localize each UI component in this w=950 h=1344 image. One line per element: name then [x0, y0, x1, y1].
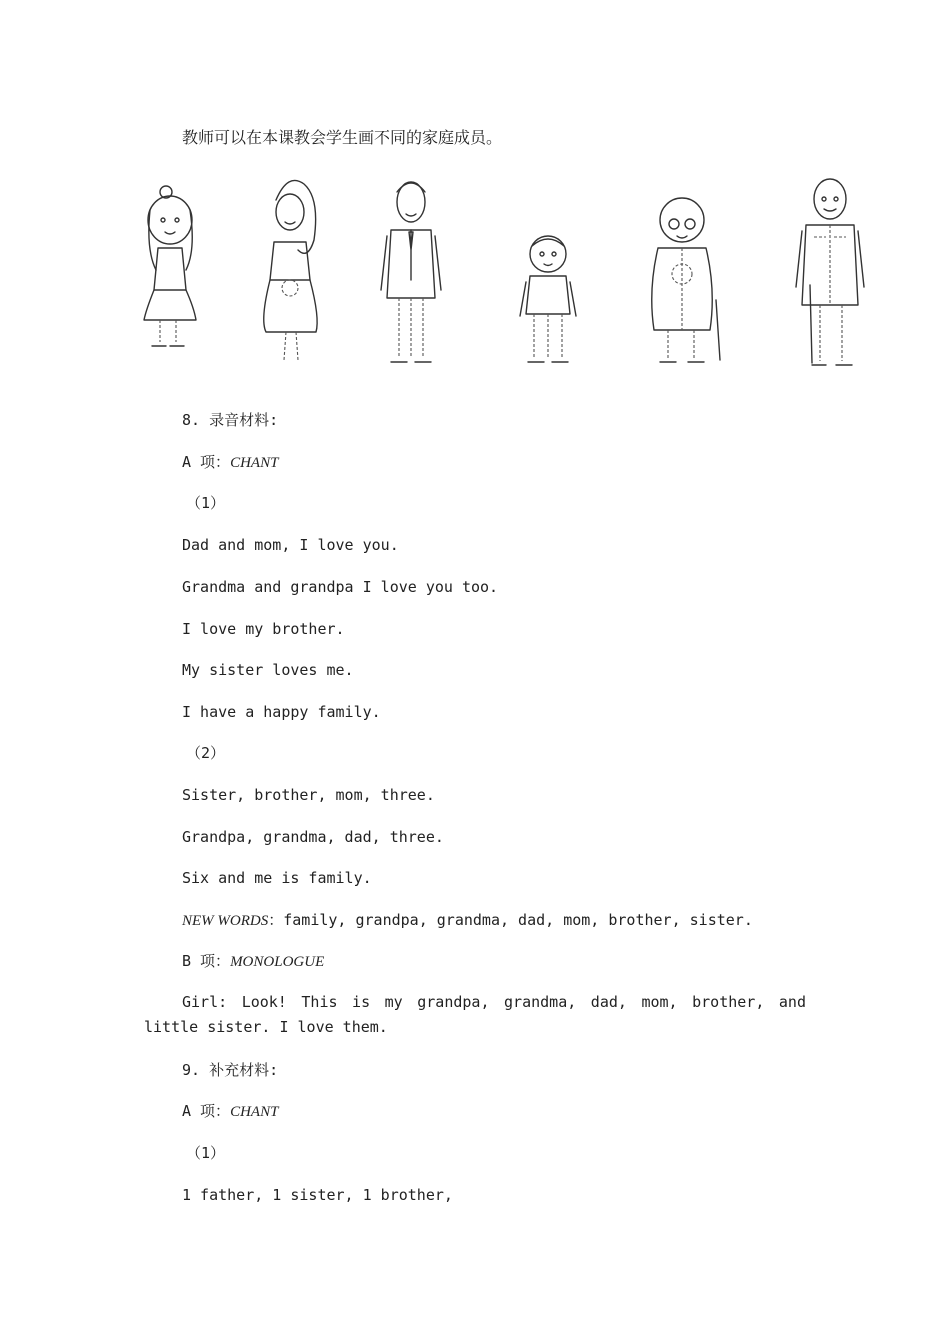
grandfather-icon — [796, 179, 864, 365]
chant-1-line: Dad and mom, I love you. — [182, 536, 399, 554]
part-a-label: A 项： — [182, 1102, 231, 1120]
part-b-label: B 项： — [182, 952, 231, 970]
chant-2-line: Grandpa, grandma, dad, three. — [182, 828, 444, 846]
part-a-label: A 项： — [182, 453, 231, 471]
monologue-text: Girl: Look! This is my grandpa, grandma, dad, mom, brother, and little sister. I love them. — [144, 993, 806, 1036]
part-a-title: CHANT — [230, 455, 279, 471]
intro-text: 教师可以在本课教会学生画不同的家庭成员。 — [182, 128, 503, 147]
chant-1-number: （1） — [186, 494, 226, 512]
new-words — [182, 910, 753, 931]
section-8-part-b — [182, 951, 324, 972]
chant-2-line: Sister, brother, mom, three. — [182, 786, 435, 804]
chant-2-line: Six and me is family. — [182, 869, 372, 887]
section-9-line: 1 father, 1 sister, 1 brother, — [182, 1186, 453, 1204]
part-a-title: CHANT — [230, 1104, 279, 1120]
chant-1-line: I have a happy family. — [182, 703, 381, 721]
new-words-label: NEW WORDS — [182, 913, 269, 929]
grandmother-icon — [652, 198, 720, 362]
girl-icon — [144, 186, 196, 346]
section-8-heading: 8. 录音材料: — [182, 411, 279, 429]
section-9-heading: 9. 补充材料: — [182, 1061, 279, 1079]
boy-icon — [520, 236, 576, 362]
part-b-title: MONOLOGUE — [230, 954, 325, 970]
chant-1-line: Grandma and grandpa I love you too. — [182, 578, 499, 596]
section-9-number: （1） — [186, 1144, 226, 1162]
chant-2-number: （2） — [186, 744, 226, 762]
new-words-list: ：family, grandpa, grandma, dad, mom, brother, sister. — [268, 911, 753, 929]
mother-icon — [264, 180, 317, 360]
chant-1-line: I love my brother. — [182, 620, 345, 638]
family-illustration — [138, 170, 868, 375]
chant-1-line: My sister loves me. — [182, 661, 354, 679]
father-icon — [381, 182, 441, 362]
section-9-part-a — [182, 1101, 278, 1122]
section-8-part-a — [182, 452, 278, 473]
